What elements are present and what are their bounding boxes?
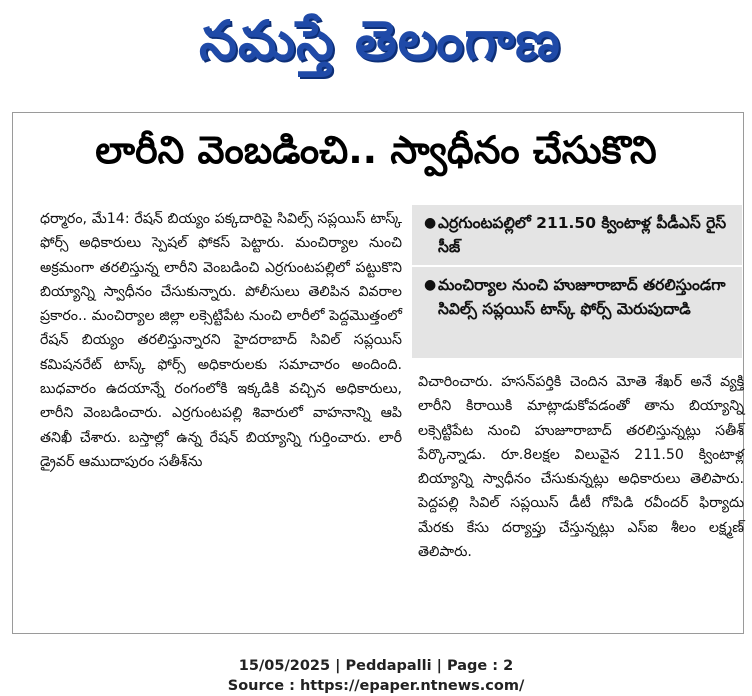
highlights-box [412, 205, 742, 358]
article-headline: లారీని వెంబడించి.. స్వాధీనం చేసుకొని [95, 128, 657, 172]
highlight-text: ఎర్రగుంటపల్లిలో 211.50 క్వింటాళ్ల పీడీఎస్ రైస్ సీజ్ [438, 214, 727, 256]
footer-source: Source : https://epaper.ntnews.com/ [227, 678, 525, 694]
bullet-icon: ● [424, 277, 437, 293]
highlight-item [424, 211, 732, 259]
highlight-item [424, 273, 732, 321]
highlight-text: మంచిర్యాల నుంచి హుజూరాబాద్ తరలిస్తుండగా సివిల్స్ సప్లయిస్ టాస్క్ ఫోర్స్ మెరుపుదాడి [438, 276, 726, 318]
article-body-left: ధర్మారం, మే14: రేషన్ బియ్యం పక్కదారిపై సివిల్స్ సప్లయిస్ టాస్క్ ఫోర్స్ అధికారులు స్పెషల్ ఫోకస్ పెట్టారు. మంచిర్యాల నుంచి అక్రమంగా తరలిస్తున్న లారీని వెంబడించి ఎర్రగుంటపల్లిలో పట్టుకొని బియ్యాన్ని స్వాధీనం చేసుకున్నారు. పోలీసులు తెలిపిన వివరాల ప్రకారం.. మంచిర్యాల జిల్లా లక్సెట్టిపేట నుంచి లారీలో పెద్దమొత్తంలో రేషన్ బియ్యం తరలిస్తున్నారని హైదరాబాద్ సివిల్ సప్లయిస్ కమిషనరేట్ టాస్క్ ఫోర్స్ అధికారులకు సమాచారం అందింది. బుధవారం ఉదయాన్నే రంగంలోకి ఇక్కడికి వచ్చిన అధికారులు, లారీని వెంబడించారు. ఎర్రగుంటపల్లి శివారులో వాహనాన్ని ఆపి తనిఖీ చేశారు. బస్తాల్లో ఉన్న రేషన్ బియ్యాన్ని గుర్తించారు. లారీ డ్రైవర్ ఆముదాపురం సతీశ్‌ను [40, 211, 402, 470]
bullet-icon: ● [424, 215, 437, 231]
article-body-right-column [418, 370, 744, 564]
article-body-left-column [40, 207, 402, 474]
footer-date-edition: 15/05/2025 | Peddapalli | Page : 2 [238, 658, 514, 674]
highlight-divider [412, 265, 742, 267]
newspaper-masthead: నమస్తే తెలంగాణ [199, 8, 561, 72]
article-body-right: విచారించారు. హసన్‌పర్తికి చెందిన మోతె శేఖర్ అనే వ్యక్తి లారీని కిరాయికి మాట్లాడుకోవడంతో తాను బియ్యాన్ని లక్సెట్టిపేట నుంచి హుజూరాబాద్ తరలిస్తున్నట్లు సతీశ్ పేర్కొన్నాడు. రూ.8లక్షల విలువైన 211.50 క్వింటాళ్ల బియ్యాన్ని స్వాధీనం చేసుకున్నట్లు అధికారులు తెలిపారు. పెద్దపల్లి సివిల్ సప్లయిస్ డీటీ గోపిడి రవీందర్ ఫిర్యాదు మేరకు కేసు దర్యాప్తు చేస్తున్నట్లు ఎస్ఐ శీలం లక్ష్మణ్ తెలిపారు. [418, 374, 744, 561]
page-footer [0, 656, 752, 696]
